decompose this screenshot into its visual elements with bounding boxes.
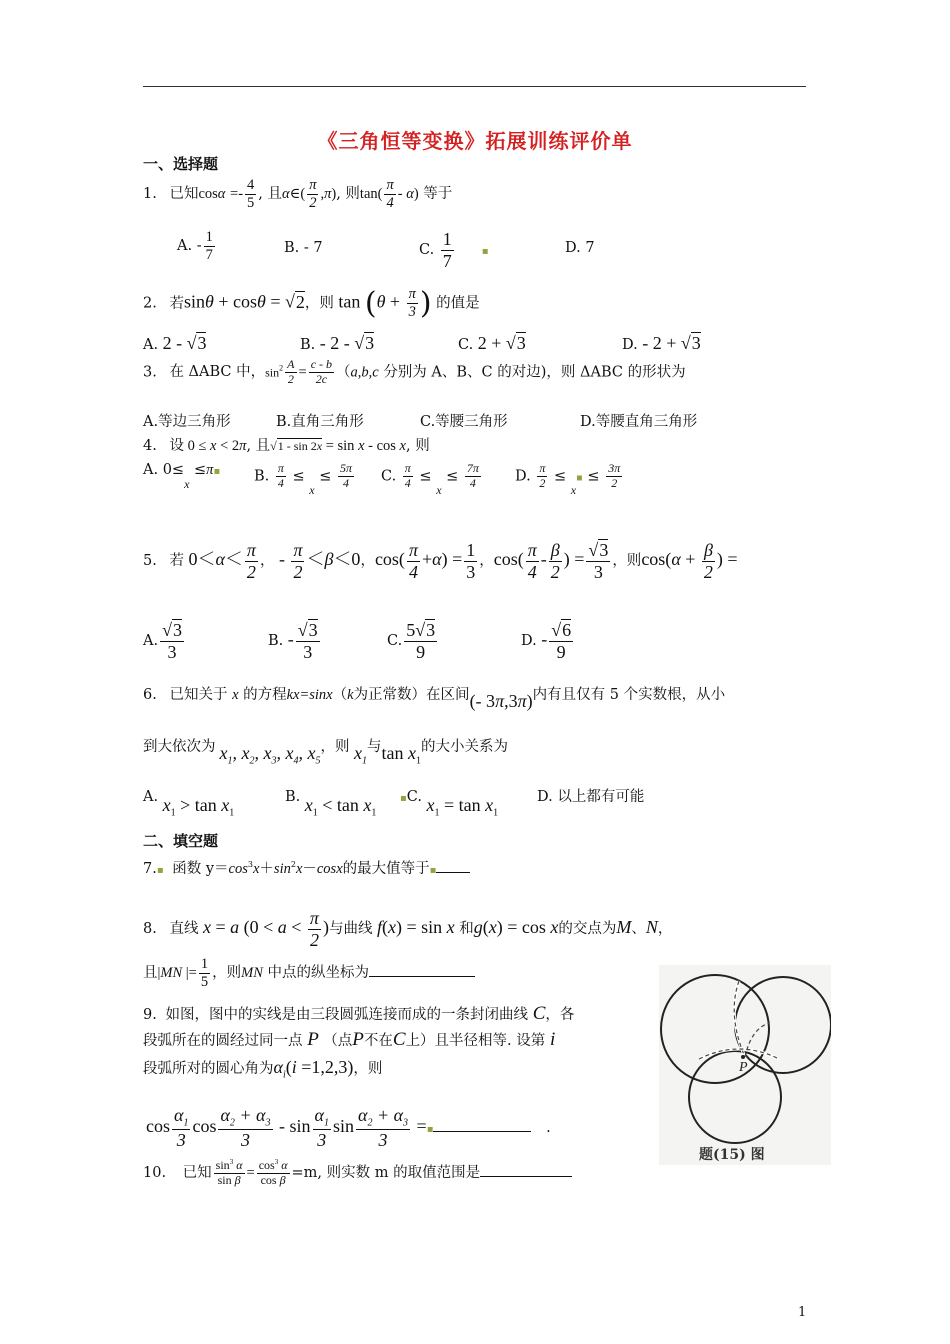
- q9-expression: cos $\frac{\alpha_1}{3}$ cos $\frac{\alpha_2 + \alpha_3}{3}$ - sin $\frac{\alpha_1}{3}$ sin $\frac{\alpha_2 + \alpha_3}{3}$ =▪ .: [146, 1105, 551, 1151]
- q3-option-b: B.直角三角形: [276, 414, 364, 430]
- q5-option-c: C. $\frac{5√3}{9}$: [387, 620, 436, 662]
- q1-stem-b: , 且: [258, 186, 283, 203]
- question-number: 4.: [143, 438, 157, 454]
- question-number: 10.: [143, 1164, 167, 1181]
- section-heading-fill: 二、填空题: [143, 832, 219, 850]
- q1-stem-d: 等于: [423, 186, 453, 203]
- question-7: 7.▪ 函数 $y=\cos^3x+\sin^2x-\cos x$的最大值等于▪: [143, 857, 470, 878]
- question-number: 2.: [143, 295, 157, 312]
- q5-option-b: B. - $\frac{√3}{3}$: [268, 620, 318, 662]
- q6-option-a: A. $x_1 > \tan x_1$: [143, 789, 235, 819]
- q6-option-b: B. $x_1 < \tan x_1$: [285, 789, 377, 819]
- q2-option-d: D. - 2 + √3: [622, 333, 701, 353]
- question-4: 4. 设 0 ≤ x < 2π, 且√1 - sin 2x = sin x - cos x, 则: [143, 438, 430, 454]
- q5-option-a: A. $\frac{√3}{3}$: [143, 620, 182, 662]
- question-number: 1.: [143, 186, 157, 203]
- three-circles-diagram: [659, 965, 831, 1165]
- page-title: 《三角恒等变换》拓展训练评价单: [317, 129, 633, 153]
- figure-point-label: P: [739, 1060, 748, 1075]
- q1-option-b: B. - 7: [284, 240, 323, 256]
- q2-option-b: B. - 2 - √3: [300, 333, 375, 353]
- q5-option-d: D. - $\frac{√6}{9}$: [521, 620, 572, 662]
- figure-caption: 题(15) 图: [699, 1147, 765, 1163]
- question-number: 7.: [143, 861, 157, 877]
- question-number: 8.: [143, 921, 157, 938]
- page-number: 1: [798, 1305, 807, 1320]
- q6-option-c: ▪C. $x_1 = \tan x_1$: [400, 789, 499, 819]
- section-heading-choice: 一、选择题: [143, 155, 219, 173]
- question-number: 3.: [143, 364, 157, 381]
- question-3: 3. 在 ΔABC 中，$\sin^2$ $\frac{A}{2}$ = $\frac{c - b}{2c}$ （a,b,c 分别为 A、B、C 的对边)，则 ΔABC 的形状为: [143, 357, 686, 386]
- q4-option-a: A. $0\le_x$ ≤π▪: [143, 462, 221, 491]
- question-number: 6.: [143, 687, 157, 703]
- q1-option-a: A. - $\frac{1}{7}$: [177, 229, 213, 263]
- q9-line2: 段弧所在的圆经过同一点 P （点P不在C上）且半径相等. 设第 i: [143, 1029, 556, 1050]
- header-rule: [143, 86, 806, 87]
- q3-option-a: A.等边三角形: [143, 414, 231, 430]
- q4-option-b: B. $\frac{\pi}{4}$ ≤ $_x$ ≤ $\frac{5\pi}{4}$: [254, 461, 352, 498]
- q4-option-c: C. $\frac{\pi}{4}$ ≤ $_x$ ≤ $\frac{7\pi}{4}$: [381, 461, 479, 498]
- question-6: 6. 已知关于 x 的方程kx=sinx（k为正常数）在区间(- 3π,3π)内有且仅有 5 个实数根，从小: [143, 687, 726, 711]
- q1-option-d: D. 7: [565, 240, 595, 256]
- q6-option-d: D. 以上都有可能: [537, 789, 645, 805]
- question-5: 5. 若 0＜α＜ $\frac{\pi}{2}$ ， - $\frac{\pi}{2}$ ＜β＜0，cos( $\frac{\pi}{4}$ +α) = $\frac{1}{3}$ ，cos( $\frac{\pi}{4}$ - $\frac{\beta}{2}$ ) = $\frac{√3}{3}$ ，则cos(α + $\frac{\beta}{2}$ ) =: [143, 540, 738, 582]
- q1-stem-a: 已知: [169, 186, 199, 203]
- q6-line2: 到大依次为 $x_1$, $x_2$, $x_3$, $x_4$, $x_5$，则 $x_1$与$\tan x_1$的大小关系为: [143, 739, 508, 767]
- q4-option-d: D. $\frac{\pi}{2}$ ≤ $_x$▪ ≤ $\frac{3\pi}{2}$: [515, 461, 621, 498]
- q2-option-c: C. 2 + √3: [458, 333, 526, 353]
- question-10: 10. 已知 $\frac{\sin^3 \alpha}{\text{sin β}}$ = $\frac{\cos^3 \alpha}{\text{cos β}}$ =m, 则实数 m 的取值范围是: [143, 1158, 572, 1188]
- q1-stem-c: , 则: [336, 186, 360, 203]
- question-number: 9.: [143, 1007, 157, 1023]
- q3-option-d: D.等腰直角三角形: [580, 414, 698, 430]
- q8-line2: 且|MN |= $\frac{1}{5}$ ，则MN 中点的纵坐标为: [143, 956, 475, 990]
- q3-option-c: C.等腰三角形: [420, 414, 508, 430]
- question-9: 9. 如图，图中的实线是由三段圆弧连接而成的一条封闭曲线 C，各: [143, 1003, 575, 1024]
- question-2: 2. 若sinθ + cosθ = √2，则 tan (θ + $\frac{\pi}{3}$ ) 的值是: [143, 286, 480, 321]
- question-8: 8. 直线 x = a (0 < a < $\frac{\pi}{2}$ )与曲线 f(x) = sin x 和g(x) = cos x的交点为M、N，: [143, 908, 673, 950]
- q1-option-c: C. $\frac{1}{7}$ ▪: [419, 229, 489, 271]
- question-1: 1. 已知cosα =- $\frac{4}{5}$ , 且α∈( $\frac{\pi}{2}$ ,π), 则tan( $\frac{\pi}{4}$ - α) 等于: [143, 177, 453, 211]
- question-number: 5.: [143, 553, 157, 570]
- q9-line3: 段弧所对的圆心角为$\alpha_i(i =1,2,3)$，则: [143, 1057, 383, 1081]
- circles-figure: [659, 965, 831, 1165]
- q2-option-a: A. 2 - √3: [143, 333, 207, 353]
